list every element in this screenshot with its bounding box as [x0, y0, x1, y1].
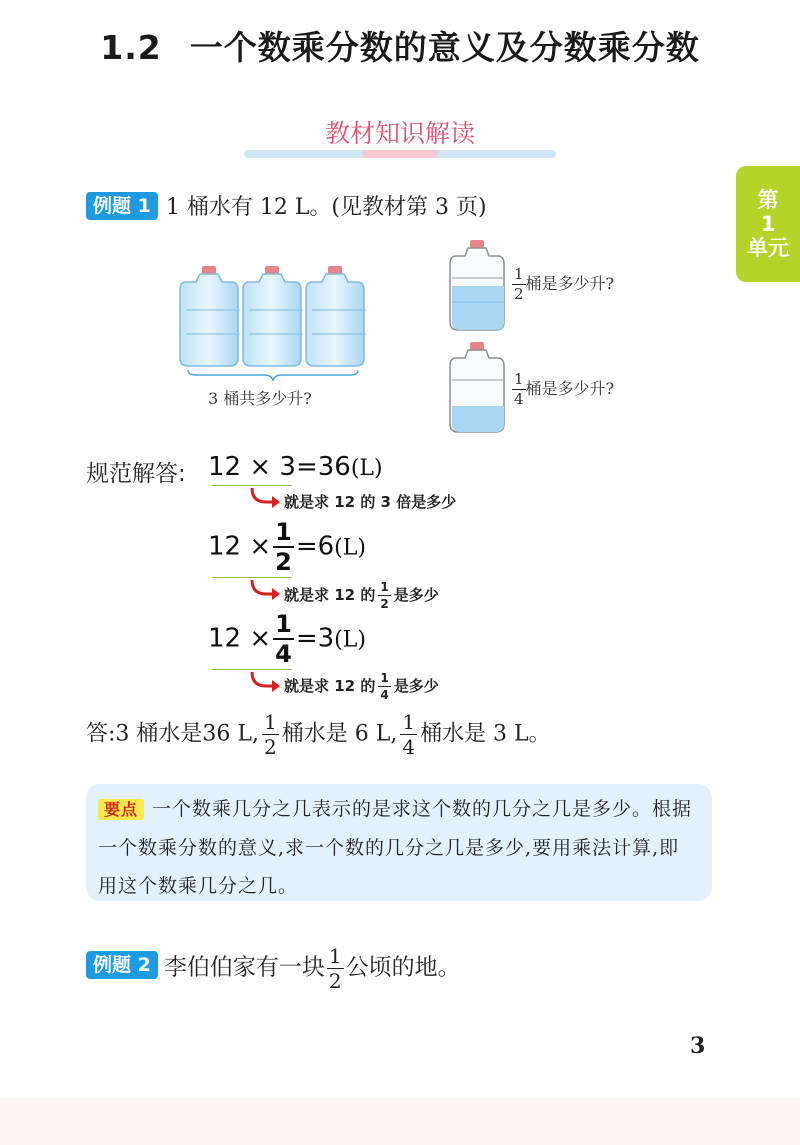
equation-1-unit: (L): [350, 456, 383, 481]
three-bottles-caption: 3 桶共多少升?: [208, 389, 312, 408]
bottle-icon: [243, 266, 303, 366]
curly-brace-icon: [186, 368, 361, 382]
key-point-badge: 要点: [98, 799, 144, 820]
example2-badge: 例题 2: [86, 951, 158, 979]
three-water-bottles-illustration: [178, 262, 368, 372]
page-number: 3: [690, 1033, 706, 1059]
equation-3-right: =3: [295, 623, 335, 654]
side-tab-line2: 1: [760, 212, 776, 236]
quarter-question-text: 桶是多少升?: [525, 379, 615, 398]
equation-3-fraction: $\frac{1}{4}$: [275, 610, 292, 668]
quarter-filled-bottle-icon: [448, 340, 508, 434]
equation-3-left: 12 ×: [208, 623, 272, 654]
fraction-half: $\frac{1}{2}$: [514, 265, 524, 303]
example1-text: 1 桶水有 12 L。(见教材第 3 页): [165, 195, 487, 220]
key-point-body: 一个数乘几分之几表示的是求这个数的几分之几是多少。根据一个数乘分数的意义,求一个数的几分之几是多少,要用乘法计算,即用这个数乘几分之几。: [98, 798, 693, 897]
footer-band: [0, 1098, 800, 1145]
section-heading-underline: [244, 150, 556, 158]
quarter-bottle-question: [512, 372, 614, 407]
example2-line: [86, 946, 461, 991]
equation-1-expr: 12 × 3=36: [208, 452, 351, 482]
equation-2-fraction: $\frac{1}{2}$: [275, 518, 292, 576]
bottle-icon: [180, 266, 240, 366]
example2-fraction: $\frac{1}{2}$: [328, 944, 342, 993]
example2-text-post: 公顷的地。: [345, 954, 461, 981]
equation-3-note: 就是求 12 的 $\frac{1}{4}$ 是多少: [284, 671, 439, 702]
half-question-text: 桶是多少升?: [525, 274, 615, 293]
arrow-right-icon: [248, 670, 282, 692]
section-number: 1.2: [100, 28, 162, 67]
answer-part1: 答:3 桶水是36 L,: [86, 721, 259, 747]
equation-2-left: 12 ×: [208, 531, 272, 562]
equation-3-unit: (L): [334, 627, 366, 653]
arrow-right-icon: [248, 486, 282, 508]
example1-line: [86, 190, 487, 221]
page-title: [0, 22, 800, 69]
equation-3: [208, 612, 366, 666]
side-tab-line1: 第: [757, 188, 779, 212]
equation-2: [208, 520, 366, 574]
example2-text-pre: 李伯伯家有一块: [163, 954, 325, 981]
section-heading: 教材知识解读: [324, 119, 475, 148]
example1-badge: 例题 1: [86, 192, 158, 220]
side-tab-line3: 单元: [747, 236, 789, 260]
answer-line: [86, 712, 551, 757]
equation-2-right: =6: [295, 531, 335, 562]
answer-part3: 桶水是 3 L。: [420, 721, 551, 747]
answer-fraction-half: $\frac{1}{2}$: [264, 710, 277, 759]
fraction-quarter: $\frac{1}{4}$: [514, 370, 524, 408]
half-filled-bottle-icon: [448, 238, 508, 332]
key-point-text: [98, 790, 698, 905]
answer-fraction-quarter: $\frac{1}{4}$: [402, 710, 416, 759]
equation-2-note: 就是求 12 的 $\frac{1}{2}$ 是多少: [284, 580, 439, 611]
equation-1-note: 就是求 12 的 3 倍是多少: [284, 493, 457, 511]
section-title: 一个数乘分数的意义及分数乘分数: [189, 28, 700, 67]
answer-part2: 桶水是 6 L,: [281, 721, 398, 747]
equation-1: [208, 452, 383, 482]
unit-side-tab: [736, 166, 800, 282]
bottle-icon: [306, 266, 366, 366]
equation-2-unit: (L): [334, 535, 366, 561]
half-bottle-question: [512, 267, 614, 302]
solution-label: 规范解答:: [86, 461, 186, 487]
arrow-right-icon: [248, 578, 282, 600]
